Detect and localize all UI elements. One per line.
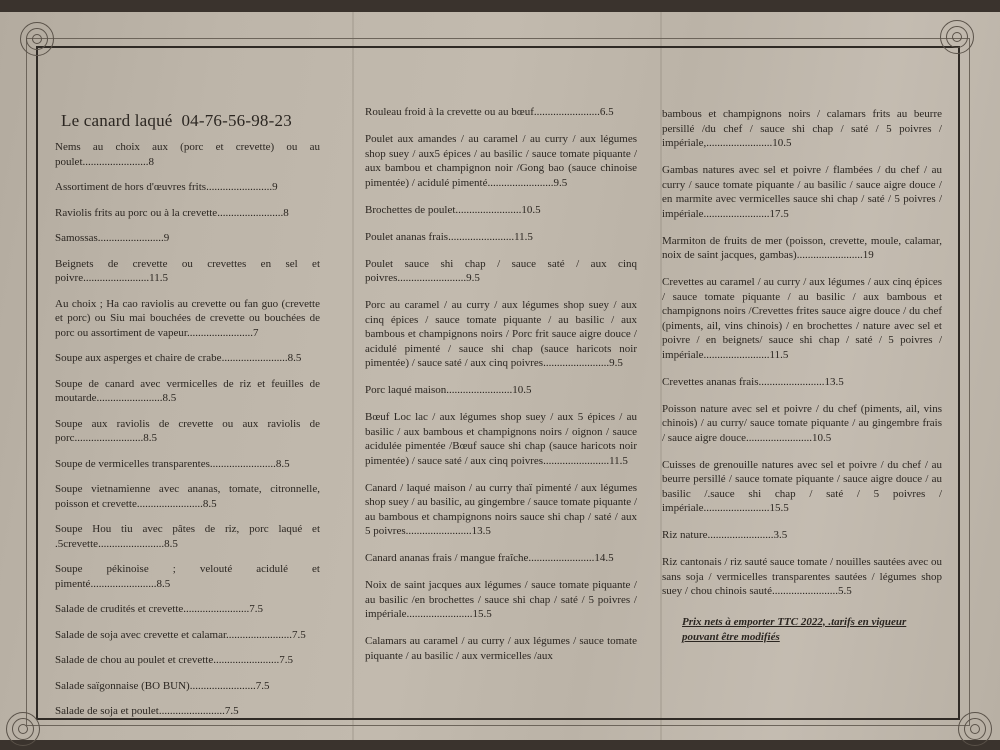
menu-item-name: Soupe de canard avec vermicelles de riz et feuilles de moutarde — [55, 377, 320, 404]
menu-item-name: Beignets de crevette ou crevettes en sel et poivre — [55, 257, 320, 284]
menu-item — [55, 206, 320, 221]
menu-item-price: 8.5 — [202, 497, 217, 510]
dot-leader: ........................ — [448, 230, 515, 243]
menu-item — [55, 351, 320, 366]
menu-item-price: 7.5 — [255, 679, 270, 692]
menu-item — [55, 602, 320, 617]
menu-item — [55, 704, 320, 719]
menu-item-price: 9 — [163, 232, 170, 244]
dot-leader: ........................ — [706, 137, 773, 149]
dot-leader: ........................ — [96, 392, 163, 404]
menu-item-name: Salade de crudités et crevette — [55, 603, 184, 615]
menu-item-name: Marmiton de fruits de mer (poisson, crevette, moule, calamar, noix de saint jacques, gambas) — [662, 234, 942, 261]
menu-item-price: 7.5 — [249, 603, 264, 615]
dot-leader: ........................ — [136, 497, 203, 510]
menu-column-1 — [55, 110, 320, 730]
menu-item-price: 10.5 — [811, 431, 832, 444]
corner-ornament-icon — [958, 712, 992, 746]
restaurant-header — [61, 110, 320, 132]
menu-item-name: Crevettes au caramel / au curry / aux légumes / aux cinq épices / sauce tomate piquante / au basilic / aux bambous et champignons noirs /Crevettes frites sauce aigre douce / du chef (piments, ail, vins chinois) / en brochettes / nature avec sel et poivre / en beignets/ sauce shi chap / saté / 5 poivres / impériale — [662, 276, 942, 361]
menu-column-2 — [365, 105, 637, 676]
dot-leader: ........................ — [703, 502, 770, 514]
menu-item-name: Salade saïgonnaise (BO BUN) — [55, 679, 190, 692]
menu-item-name: Riz cantonais / riz sauté sauce tomate / nouilles sautées avec ou sans soja / vermicelles transparentes sautées / légumes shop suey / chou chinois sauté — [662, 556, 942, 597]
dot-leader: ........................ — [707, 529, 774, 541]
menu-item-price: 9.5 — [609, 357, 623, 369]
price-footnote: Prix nets à emporter TTC 2022, .tarifs en vigueur pouvant être modifiés — [682, 615, 907, 643]
menu-item — [55, 231, 320, 246]
menu-item-name: Soupe pékinoise ; velouté acidulé et pimenté — [55, 563, 320, 590]
menu-item-price: 8.5 — [156, 577, 171, 590]
dot-leader: ........................ — [528, 552, 595, 564]
menu-column-3 — [662, 107, 942, 645]
menu-item-price: 8 — [283, 206, 289, 219]
menu-item — [662, 375, 942, 390]
menu-item-name: Au choix ; Ha cao raviolis au crevette ou fan guo (crevette et porc) ou Siu mai bouchées de crevette ou bouchées de porc ou assortiment de vapeur — [55, 297, 320, 339]
menu-item-price: 6.5 — [599, 106, 614, 118]
menu-item-price: 11.5 — [149, 272, 168, 284]
dot-leader: ........................ — [703, 207, 770, 220]
menu-item-price: 11.5 — [769, 348, 789, 361]
menu-item — [55, 653, 320, 668]
menu-item — [55, 297, 320, 341]
menu-item-name: Poulet aux amandes / au caramel / au curry / aux légumes shop suey / aux5 épices / au basilic / sauce tomate piquante / aux bambou et champignon noir /Gong bao (sauce chinoise pimentée) / acidulé pimenté — [365, 133, 637, 189]
menu-item-price: 8.5 — [164, 537, 178, 550]
dot-leader: ........................ — [771, 585, 838, 597]
dot-leader: ........................ — [543, 357, 610, 369]
menu-item-price: 9 — [272, 181, 278, 193]
dot-leader: ........................ — [543, 454, 610, 467]
menu-item-price: 17.5 — [769, 207, 789, 220]
dot-leader: ........................ — [213, 654, 280, 666]
menu-item-name: Porc laqué maison — [365, 384, 447, 396]
menu-item — [365, 203, 637, 218]
menu-item — [365, 481, 637, 539]
dot-leader: ........................ — [82, 155, 149, 168]
menu-item-price: 15.5 — [769, 502, 789, 514]
menu-item-price: 13.5 — [471, 525, 491, 537]
menu-item — [365, 132, 637, 190]
menu-item — [55, 417, 320, 446]
menu-item-name: Poulet sauce shi chap / sauce saté / aux cinq poivres. — [365, 257, 637, 284]
menu-item — [55, 180, 320, 195]
menu-item-price: 8.5 — [275, 457, 290, 470]
menu-item-name: Brochettes de poulet — [365, 203, 456, 216]
dot-leader: ........................ — [533, 106, 600, 118]
menu-item — [662, 458, 942, 516]
menu-item-name: Cuisses de grenouille natures avec sel et poivre / du chef / au beurre persillé / sauce tomate piquante / sauce aigre douce / au basilic /.sauce shi chap / saté / 5 poivres / impériale — [662, 458, 942, 514]
dot-leader: ........................ — [758, 375, 825, 388]
menu-item-price: 8 — [148, 155, 154, 168]
dot-leader: ........................ — [189, 679, 256, 692]
menu-item — [55, 257, 320, 286]
dot-leader: ........................ — [77, 432, 144, 444]
menu-item-name: Poisson nature avec sel et poivre / du chef (piments, ail, vins chinois) / au curry/ sauce tomate piquante / au gingembre frais / sauce aigre douce — [662, 402, 942, 444]
menu-item-price: 7.5 — [292, 628, 306, 641]
menu-item — [55, 140, 320, 169]
dot-leader: ........................ — [796, 249, 863, 261]
menu-item-price: 7.5 — [224, 705, 239, 717]
menu-item-price: 11.5 — [609, 454, 628, 467]
menu-item — [662, 402, 942, 446]
menu-item — [55, 457, 320, 472]
menu-item-name: Samossas — [55, 232, 98, 244]
menu-item-name: Rouleau froid à la crevette ou au bœuf — [365, 106, 534, 118]
menu-item-price: 14.5 — [594, 552, 614, 564]
phone-number: 04-76-56-98-23 — [181, 111, 292, 130]
corner-ornament-icon — [6, 712, 40, 746]
dot-leader: ........................ — [226, 628, 293, 641]
menu-item-name: Soupe aux asperges et chaire de crabe — [55, 352, 222, 364]
dot-leader: ........................ — [83, 272, 150, 284]
menu-item-price: 8.5 — [162, 392, 177, 404]
menu-item-price: 7 — [252, 326, 259, 339]
menu-item-price: 8.5 — [287, 352, 302, 364]
menu-item-name: Soupe de vermicelles transparentes — [55, 457, 210, 470]
menu-item — [365, 105, 637, 120]
menu-item — [55, 628, 320, 643]
dot-leader: ........................ — [98, 537, 165, 550]
menu-item — [55, 377, 320, 406]
menu-item — [55, 482, 320, 511]
menu-item-name: Calamars au caramel / au curry / aux légumes / sauce tomate piquante / au basilic / aux vermicelles /aux — [365, 635, 637, 662]
menu-item-name: Bœuf Loc lac / aux légumes shop suey / aux 5 épices / au basilic / aux bambous et champignons noirs / oignon / sauce acidulée pimentée /Bœuf sauce shi chap (sauce haricots noir pimentée) / sauce saté / aux cinq poivres — [365, 411, 637, 467]
dot-leader: ........................ — [217, 206, 284, 219]
menu-item — [662, 107, 942, 151]
dot-leader: ........................ — [745, 431, 812, 444]
menu-item-name: Canard / laqué maison / au curry thaï pimenté / aux légumes shop suey / au basilic, au gingembre / sauce tomate piquante / au bambous et champignons noirs sauce shi chap / saté / aux 5 poivres — [365, 481, 637, 537]
restaurant-name: Le canard laqué — [61, 111, 173, 130]
menu-item — [662, 528, 942, 543]
menu-item-name: Gambas natures avec sel et poivre / flambées / du chef / au curry / sauce tomate piquante / au basilic / sauce aigre douce / en marmite avec vermicelles sauce shi chap / saté / 5 poivres / impériale — [662, 164, 942, 220]
menu-sheet — [0, 12, 1000, 740]
menu-item-name: Salade de soja et poulet — [55, 705, 159, 717]
menu-item-name: Raviolis frits au porc ou à la crevette — [55, 206, 218, 219]
menu-item — [662, 555, 942, 599]
menu-item-price: 10.5 — [521, 203, 541, 216]
menu-item-name: Soupe Hou tiu avec pâtes de riz, porc laqué et .5crevette — [55, 523, 320, 550]
dot-leader: ........................ — [446, 384, 513, 396]
menu-item-name: bambous et champignons noirs / calamars frits au beurre persillé /du chef / sauce shi chap / saté / 5 poivres / impériale, — [662, 108, 942, 149]
dot-leader: ........................ — [406, 608, 473, 620]
menu-item — [365, 410, 637, 468]
dot-leader: ........................ — [400, 272, 467, 284]
dot-leader: ........................ — [206, 181, 273, 193]
dot-leader: ........................ — [158, 705, 225, 717]
menu-item-price: 10.5 — [772, 137, 792, 149]
menu-item-price: 9.5 — [553, 176, 568, 189]
menu-item — [365, 298, 637, 371]
dot-leader: ........................ — [455, 203, 522, 216]
menu-item-price: 10.5 — [512, 384, 532, 396]
dot-leader: ........................ — [90, 577, 157, 590]
dot-leader: ........................ — [405, 525, 472, 537]
menu-item-price: 3.5 — [773, 529, 788, 541]
menu-item — [55, 522, 320, 551]
menu-item — [365, 383, 637, 398]
dot-leader: ........................ — [97, 232, 164, 244]
menu-item-name: Canard ananas frais / mangue fraîche — [365, 552, 529, 564]
menu-item-price: 8.5 — [143, 432, 158, 444]
menu-item-price: 19 — [862, 249, 874, 261]
menu-item — [365, 230, 637, 245]
dot-leader: ........................ — [209, 457, 276, 470]
menu-item-price: 7.5 — [279, 654, 293, 666]
menu-item-price: 5.5 — [837, 585, 852, 597]
menu-item-price: 9.5 — [466, 272, 480, 284]
dot-leader: ........................ — [221, 352, 288, 364]
menu-item-price: 13.5 — [824, 375, 844, 388]
menu-item-name: Crevettes ananas frais — [662, 375, 759, 388]
corner-ornament-icon — [20, 22, 54, 56]
menu-item-name: Soupe vietnamienne avec ananas, tomate, citronnelle, poisson et crevette — [55, 483, 320, 510]
menu-item-name: Soupe aux raviolis de crevette ou aux raviolis de porc. — [55, 417, 320, 444]
dot-leader: ........................ — [487, 176, 554, 189]
dot-leader: ........................ — [703, 348, 770, 361]
dot-leader: ........................ — [183, 603, 250, 615]
dot-leader: ........................ — [186, 326, 253, 339]
menu-item-name: Nems au choix aux (porc et crevette) ou au poulet — [55, 141, 320, 168]
menu-item — [365, 551, 637, 566]
menu-item — [55, 679, 320, 694]
menu-item — [55, 562, 320, 591]
menu-item-name: Noix de saint jacques aux légumes / sauce tomate piquante / au basilic /en brochettes / sauce shi chap / saté / 5 poivres / impériale — [365, 579, 637, 620]
menu-item — [365, 578, 637, 622]
menu-item-name: Salade de chou au poulet et crevette — [55, 654, 214, 666]
menu-item-name: Assortiment de hors d'œuvres frits — [55, 181, 207, 193]
menu-item-price: 11.5 — [514, 230, 533, 243]
menu-item-name: Salade de soja avec crevette et calamar — [55, 628, 227, 641]
corner-ornament-icon — [940, 20, 974, 54]
menu-item — [365, 257, 637, 286]
menu-item — [662, 163, 942, 221]
menu-item — [662, 234, 942, 263]
menu-item-price: 15.5 — [472, 608, 492, 620]
menu-item-name: Riz nature — [662, 529, 708, 541]
menu-item-name: Poulet ananas frais — [365, 230, 449, 243]
menu-item-name: Porc au caramel / au curry / aux légumes shop suey / aux cinq épices / sauce tomate piquante / au basilic / aux bambous et champignons noirs / Porc frit sauce aigre douce / acidulé pimenté / sauce shi chap (sauce haricots noir pimentée) / sauce saté / aux cinq poivres — [365, 299, 637, 369]
menu-item — [662, 275, 942, 362]
menu-item — [365, 634, 637, 663]
